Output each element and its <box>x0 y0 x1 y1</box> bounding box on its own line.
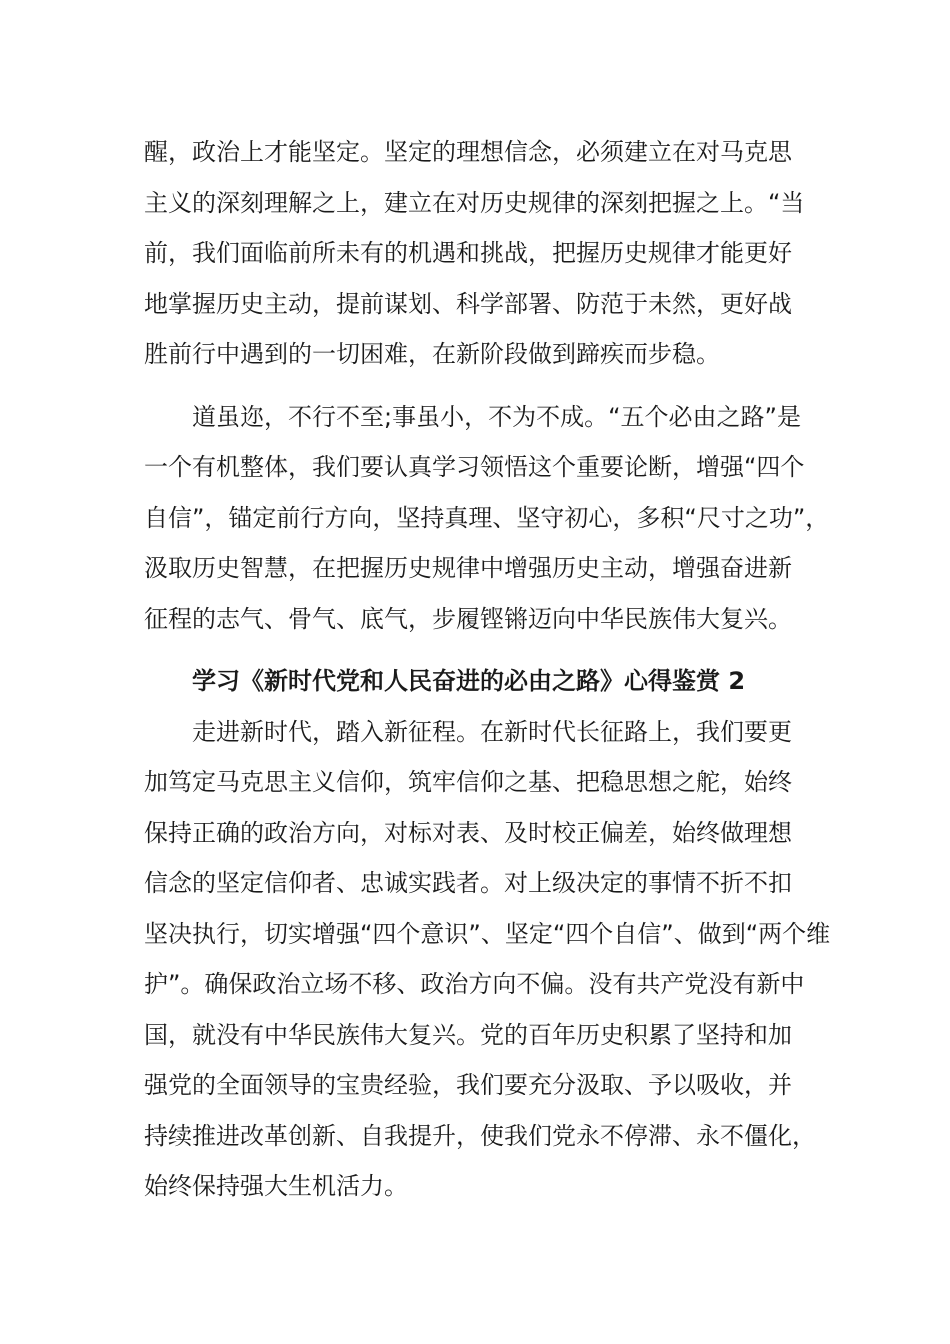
text-line: 自信”，锚定前行方向，坚持真理、坚守初心，多积“尺寸之功”， <box>144 503 830 532</box>
paragraph-3 <box>144 707 831 1212</box>
text-line: 汲取历史智慧，在把握历史规律中增强历史主动，增强奋进新 <box>144 554 792 582</box>
text-line: 道虽迩，不行不至;事虽小，不为不成。“五个必由之路”是 <box>192 402 801 431</box>
text-line: 护”。确保政治立场不移、政治方向不偏。没有共产党没有新中 <box>144 970 805 998</box>
paragraph-2 <box>144 392 830 645</box>
paragraph-1 <box>144 127 820 380</box>
section-heading: 学习《新时代党和人民奋进的必由之路》心得鉴赏 2 <box>192 667 746 695</box>
text-line: 一个有机整体，我们要认真学习领悟这个重要论断，增强“四个 <box>144 453 805 481</box>
paragraph-spacing <box>144 380 820 392</box>
text-line: 走进新时代，踏入新征程。在新时代长征路上，我们要更 <box>192 717 792 746</box>
text-line: 保持正确的政治方向，对标对表、及时校正偏差，始终做理想 <box>144 818 792 847</box>
text-line: 地掌握历史主动，提前谋划、科学部署、防范于未然，更好战 <box>144 289 792 318</box>
document-page <box>144 127 831 1212</box>
text-line: 征程的志气、骨气、底气，步履铿锵迈向中华民族伟大复兴。 <box>144 604 792 633</box>
text-line: 胜前行中遇到的一切困难，在新阶段做到蹄疾而步稳。 <box>144 340 720 368</box>
text-line: 信念的坚定信仰者、忠诚实践者。对上级决定的事情不折不扣 <box>144 869 792 897</box>
text-line: 前，我们面临前所未有的机遇和挑战，把握历史规律才能更好 <box>144 239 792 267</box>
text-line: 加笃定马克思主义信仰，筑牢信仰之基、把稳思想之舵，始终 <box>144 768 792 796</box>
text-line: 醒，政治上才能坚定。坚定的理想信念，必须建立在对马克思 <box>144 138 792 166</box>
text-line: 主义的深刻理解之上，建立在对历史规律的深刻把握之上。“当 <box>144 188 805 217</box>
paragraph-spacing <box>144 644 820 656</box>
text-line: 始终保持强大生机活力。 <box>144 1172 408 1200</box>
text-line: 坚决执行，切实增强“四个意识”、坚定“四个自信”、做到“两个维 <box>144 919 831 948</box>
text-line: 持续推进改革创新、自我提升，使我们党永不停滞、永不僵化， <box>144 1121 816 1150</box>
text-line: 强党的全面领导的宝贵经验，我们要充分汲取、予以吸收，并 <box>144 1071 792 1099</box>
text-line: 国，就没有中华民族伟大复兴。党的百年历史积累了坚持和加 <box>144 1020 792 1049</box>
